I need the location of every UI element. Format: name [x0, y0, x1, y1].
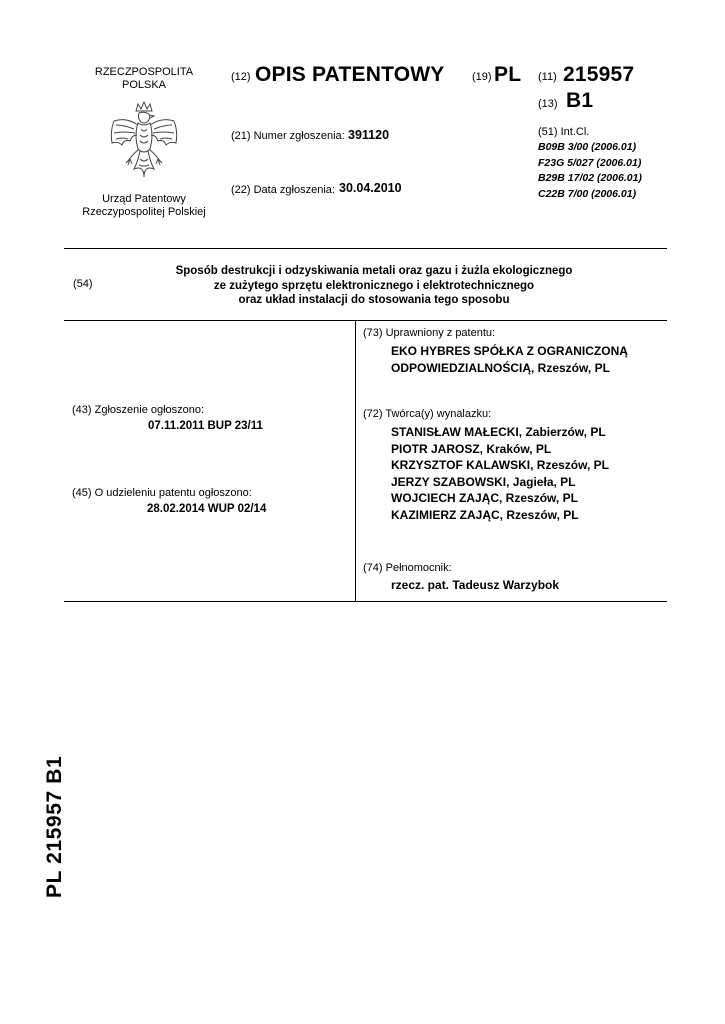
document-type: OPIS PATENTOWY — [255, 63, 445, 86]
patent-office-line1: Urząd Patentowy — [102, 193, 186, 205]
code-13: (13) — [538, 98, 558, 110]
column-divider — [355, 320, 356, 601]
patent-number: 215957 — [563, 63, 635, 86]
code-11: (11) — [538, 71, 557, 83]
publication-label: (43) Zgłoszenie ogłoszono: — [72, 404, 205, 416]
publication-value: 07.11.2011 BUP 23/11 — [148, 420, 263, 432]
code-12: (12) — [231, 71, 251, 83]
owner-line: ODPOWIEDZIALNOŚCIĄ, Rzeszów, PL — [391, 360, 610, 375]
inventor-item: WOJCIECH ZAJĄC, Rzeszów, PL — [391, 491, 578, 506]
grant-value: 28.02.2014 WUP 02/14 — [147, 503, 267, 515]
owner-line: EKO HYBRES SPÓŁKA Z OGRANICZONĄ — [391, 344, 628, 358]
application-number-label: (21) Numer zgłoszenia: — [231, 130, 345, 142]
polish-eagle-emblem-icon — [104, 101, 184, 183]
inventor-item: JERZY SZABOWSKI, Jagieła, PL — [391, 474, 576, 489]
ipc-label: (51) Int.Cl. — [538, 126, 590, 138]
inventor-item: KAZIMIERZ ZAJĄC, Rzeszów, PL — [391, 507, 579, 522]
title-code: (54) — [73, 278, 93, 290]
ipc-class: C22B 7/00 (2006.01) — [538, 187, 637, 200]
inventors-label: (72) Twórca(y) wynalazku: — [363, 408, 492, 420]
owner-label: (73) Uprawniony z patentu: — [363, 327, 496, 339]
attorney-name: rzecz. pat. Tadeusz Warzybok — [391, 578, 560, 592]
kind-code: B1 — [566, 89, 594, 112]
inventor-item: STANISŁAW MAŁECKI, Zabierzów, PL — [391, 425, 606, 439]
patent-office-line2: Rzeczypospolitej Polskiej — [82, 206, 206, 218]
country-name-line1: RZECZPOSPOLITA — [94, 66, 194, 78]
title-rule — [64, 320, 667, 321]
filing-date: 30.04.2010 — [339, 181, 402, 195]
invention-title — [94, 264, 654, 308]
ipc-class: B09B 3/00 (2006.01) — [538, 141, 637, 153]
ipc-class: B29B 17/02 (2006.01) — [538, 172, 642, 184]
inventor-item: PIOTR JAROSZ, Kraków, PL — [391, 441, 552, 456]
ipc-class: F23G 5/027 (2006.01) — [538, 156, 642, 169]
code-19: (19) — [472, 71, 492, 83]
grant-label: (45) O udzieleniu patentu ogłoszono: — [72, 487, 252, 499]
title-line: ze zużytego sprzętu elektronicznego i elektrotechnicznego — [213, 279, 535, 292]
title-line: Sposób destrukcji i odzyskiwania metali oraz gazu i żużla ekologicznego — [175, 265, 573, 277]
attorney-label: (74) Pełnomocnik: — [363, 562, 452, 574]
owner-name — [391, 343, 628, 376]
title-line: oraz układ instalacji do stosowania tego sposobu — [238, 294, 510, 306]
inventors-list — [391, 424, 609, 524]
country-name-line2: POLSKA — [121, 79, 167, 91]
country-code: PL — [494, 63, 522, 86]
inventor-item: KRZYSZTOF KALAWSKI, Rzeszów, PL — [391, 458, 610, 473]
filing-date-label: (22) Data zgłoszenia: — [231, 184, 335, 196]
application-number: 391120 — [348, 128, 390, 142]
bottom-rule — [64, 601, 667, 602]
side-patent-number: PL 215957 B1 — [43, 755, 66, 898]
header-rule — [64, 248, 667, 249]
